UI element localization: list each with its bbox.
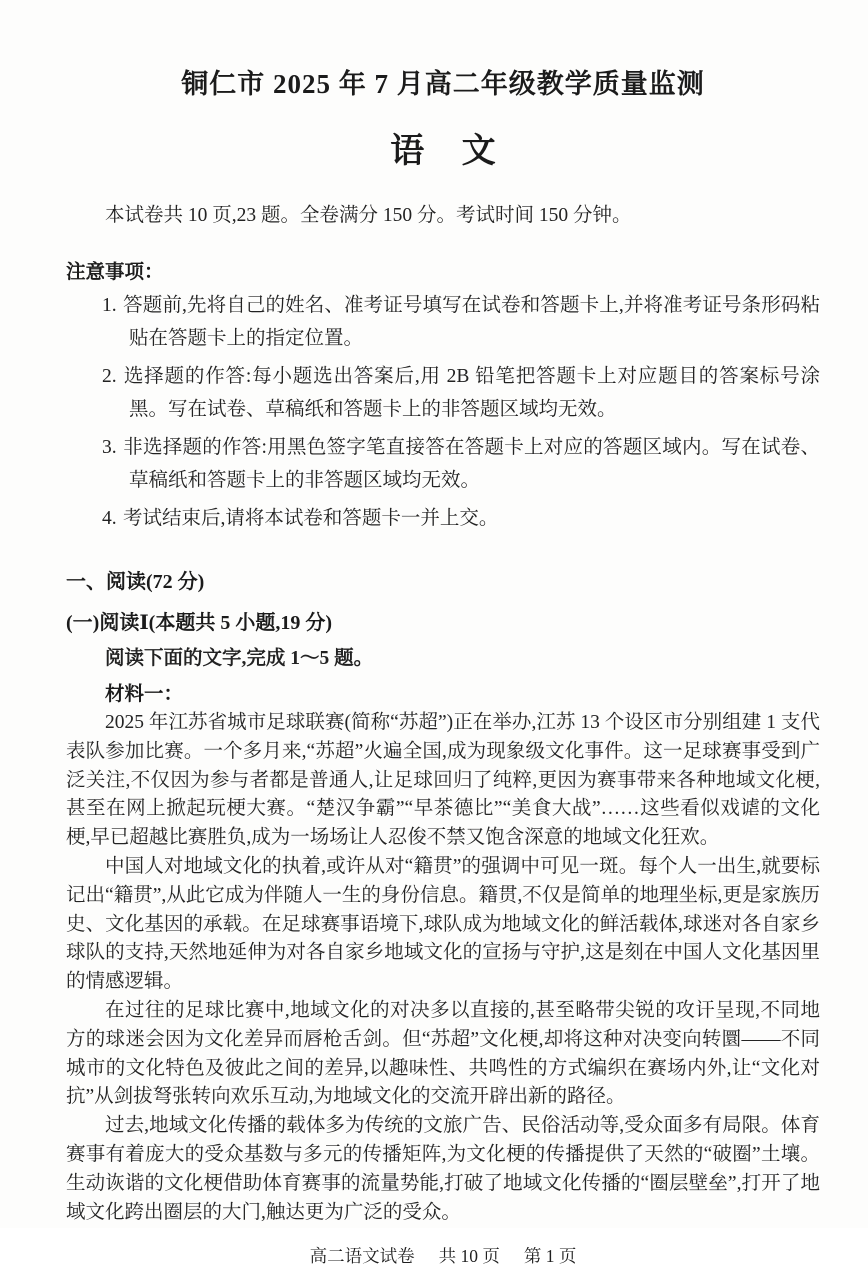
notice-list	[66, 289, 820, 535]
subsection-heading-reading-1: (一)阅读Ⅰ(本题共 5 小题,19 分)	[66, 612, 332, 634]
notice-heading: 注意事项：	[66, 262, 164, 283]
notice-item-text: 选择题的作答:每小题选出答案后,用 2B 铅笔把答题卡上对应题目的答案标号涂黑。写在试卷、草稿纸和答题卡上的非答题区域均无效。	[123, 366, 820, 420]
notice-item-text: 非选择题的作答:用黑色签字笔直接答在答题卡上对应的答题区域内。写在试卷、草稿纸和答题卡上的非答题区域均无效。	[123, 437, 820, 491]
material-paragraph-3: 在过往的足球比赛中,地域文化的对决多以直接的,甚至略带尖锐的攻讦呈现,不同地方的球迷会因为文化差异而唇枪舌剑。但“苏超”文化梗,却将这种对决变向转圜——不同城市的文化特色及彼此之间的差异,以趣味性、共鸣性的方式编织在赛场内外,让“文化对抗”从剑拔弩张转向欢乐互动,为地域文化的交流开辟出新的路径。	[66, 999, 820, 1108]
notice-item-number: 3.	[102, 437, 117, 458]
notice-item-number: 2.	[102, 366, 117, 387]
page-footer	[66, 1243, 820, 1268]
footer-doc-name: 高二语文试卷	[309, 1246, 415, 1267]
notice-item-2	[102, 360, 820, 426]
material-paragraph-1: 2025 年江苏省城市足球联赛(简称“苏超”)正在举办,江苏 13 个设区市分别组建 1 支代表队参加比赛。一个多月来,“苏超”火遍全国,成为现象级文化事件。这一足球赛事受到广泛关注,不仅因为参与者都是普通人,让足球回归了纯粹,更因为赛事带来各种地域文化梗,甚至在网上掀起玩梗大赛。“楚汉争霸”“早茶德比”“美食大战”……这些看似戏谑的文化梗,早已超越比赛胜负,成为一场场让人忍俊不禁又饱含深意的地域文化狂欢。	[66, 712, 820, 849]
exam-subject: 语文	[390, 133, 534, 170]
notice-item-3	[102, 431, 820, 497]
section-heading-reading: 一、阅读(72 分)	[66, 571, 205, 593]
exam-title: 铜仁市 2025 年 7 月高二年级教学质量监测	[181, 69, 705, 99]
notice-item-text: 考试结束后,请将本试卷和答题卡一并上交。	[123, 508, 499, 529]
footer-current-page: 第 1 页	[523, 1246, 577, 1267]
notice-item-1	[102, 289, 820, 355]
notice-item-number: 4.	[102, 508, 117, 529]
reading-instruction: 阅读下面的文字,完成 1～5 题。	[105, 648, 374, 669]
notice-item-text: 答题前,先将自己的姓名、准考证号填写在试卷和答题卡上,并将准考证号条形码粘贴在答题卡上的指定位置。	[123, 295, 820, 349]
notice-item-number: 1.	[102, 295, 117, 316]
material-paragraph-4: 过去,地域文化传播的载体多为传统的文旅广告、民俗活动等,受众面多有局限。体育赛事有着庞大的受众基数与多元的传播矩阵,为文化梗的传播提供了天然的“破圈”土壤。生动诙谐的文化梗借助体育赛事的流量势能,打破了地域文化传播的“圈层壁垒”,打开了地域文化跨出圈层的大门,触达更为广泛的受众。	[66, 1115, 820, 1223]
material-one-label: 材料一：	[105, 684, 184, 705]
footer-total-pages: 共 10 页	[438, 1246, 500, 1267]
notice-item-4	[102, 502, 820, 535]
notice-section	[66, 256, 820, 535]
exam-info-line: 本试卷共 10 页,23 题。全卷满分 150 分。考试时间 150 分钟。	[105, 205, 632, 226]
material-paragraph-2: 中国人对地域文化的执着,或许从对“籍贯”的强调中可见一斑。每个人一出生,就要标记出“籍贯”,从此它成为伴随人一生的身份信息。籍贯,不仅是简单的地理坐标,更是家族历史、文化基因的承载。在足球赛事语境下,球队成为地域文化的鲜活载体,球迷对各自家乡球队的支持,天然地延伸为对各自家乡地域文化的宣扬与守护,这是刻在中国人文化基因里的情感逻辑。	[66, 855, 820, 993]
